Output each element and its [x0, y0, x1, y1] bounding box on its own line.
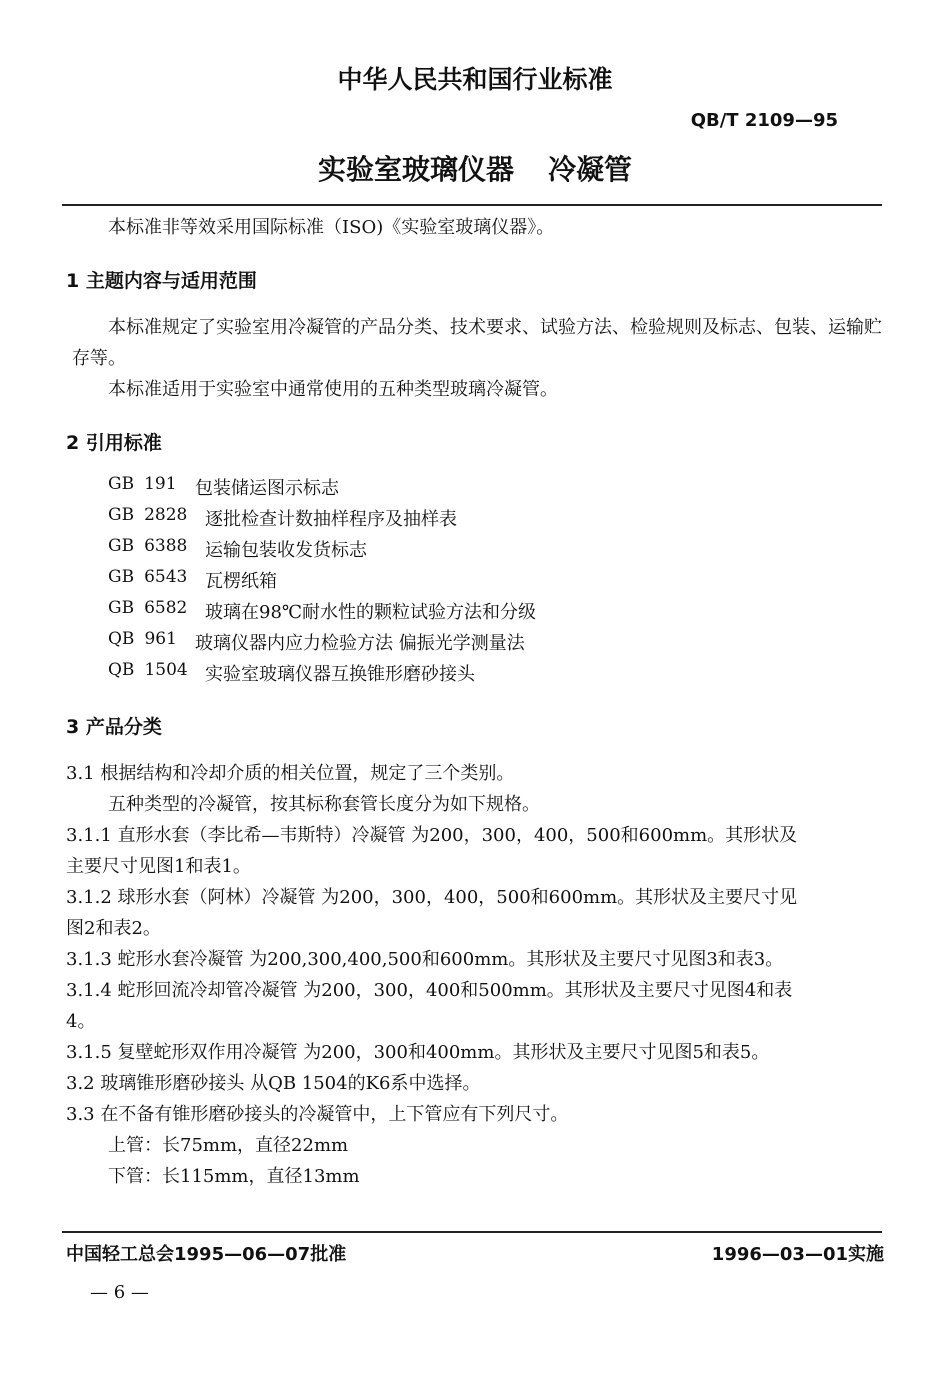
ref-row: GB 6543	[108, 567, 188, 587]
clause-3-1-5: 3.1.5 复壁蛇形双作用冷凝管 为200，300和400mm。其形状及主要尺寸见图5和表5。	[66, 1042, 770, 1063]
title-rule	[62, 204, 882, 206]
clause-3-1-sub: 五种类型的冷凝管，按其标称套管长度分为如下规格。	[108, 794, 540, 815]
ref-title: 逐批检查计数抽样程序及抽样表	[205, 509, 457, 530]
ref-row: GB 6582	[108, 598, 188, 618]
ref-title: 瓦楞纸箱	[205, 571, 277, 592]
clause-3-1-4: 3.1.4 蛇形回流冷却管冷凝管 为200，300，400和500mm。其形状及主要尺寸见图4和表	[66, 980, 793, 1001]
section-3-heading: 3 产品分类	[66, 716, 162, 738]
clause-3-1-4-cont: 4。	[66, 1011, 96, 1032]
clause-3-1-3: 3.1.3 蛇形水套冷凝管 为200,300,400,500和600mm。其形状及主要尺寸见图3和表3。	[66, 949, 784, 970]
clause-3-1: 3.1 根据结构和冷却介质的相关位置，规定了三个类别。	[66, 763, 515, 784]
clause-3-1-1-cont: 主要尺寸见图1和表1。	[66, 856, 251, 877]
footer-rule	[62, 1231, 882, 1233]
ref-title: 包装储运图示标志	[195, 478, 339, 499]
section-2-heading: 2 引用标准	[66, 432, 162, 454]
effective-date: 1996—03—01实施	[711, 1244, 884, 1265]
upper-tube-spec: 上管：长75mm，直径22mm	[108, 1135, 349, 1156]
ref-row: GB 2828	[108, 505, 188, 525]
clause-3-1-1: 3.1.1 直形水套（李比希—韦斯特）冷凝管 为200，300，400，500和600mm。其形状及	[66, 825, 798, 846]
clause-3-2: 3.2 玻璃锥形磨砂接头 从QB 1504的K6系中选择。	[66, 1073, 481, 1094]
ref-row: GB 191	[108, 474, 177, 494]
clause-3-3: 3.3 在不备有锥形磨砂接头的冷凝管中，上下管应有下列尺寸。	[66, 1104, 569, 1125]
ref-title: 运输包装收发货标志	[205, 540, 367, 561]
organization-header: 中华人民共和国行业标准	[337, 65, 613, 94]
section-1-para-1: 本标准规定了实验室用冷凝管的产品分类、技术要求、试验方法、检验规则及标志、包装、运输贮存等。	[72, 317, 882, 369]
ref-row: QB 961	[108, 629, 177, 649]
ref-row: QB 1504	[108, 660, 188, 680]
standard-code: QB/T 2109—95	[690, 110, 838, 131]
clause-3-1-2: 3.1.2 球形水套（阿林）冷凝管 为200，300，400，500和600mm。其形状及主要尺寸见	[66, 887, 798, 908]
section-1-para-2: 本标准适用于实验室中通常使用的五种类型玻璃冷凝管。	[108, 379, 558, 400]
ref-row: GB 6388	[108, 536, 188, 556]
page-number: — 6 —	[90, 1282, 149, 1303]
ref-title: 玻璃仪器内应力检验方法 偏振光学测量法	[195, 633, 525, 654]
approval-date: 中国轻工总会1995—06—07批准	[66, 1244, 347, 1265]
clause-3-1-2-cont: 图2和表2。	[66, 918, 161, 939]
lower-tube-spec: 下管：长115mm，直径13mm	[108, 1166, 360, 1187]
intro-text: 本标准非等效采用国际标准（ISO)《实验室玻璃仪器》。	[108, 217, 555, 238]
ref-title: 实验室玻璃仪器互换锥形磨砂接头	[205, 664, 475, 685]
document-title	[0, 148, 950, 188]
title-part-1: 实验室玻璃仪器	[317, 153, 514, 186]
title-part-2: 冷凝管	[548, 153, 633, 186]
section-1-heading: 1 主题内容与适用范围	[66, 270, 257, 292]
ref-title: 玻璃在98℃耐水性的颗粒试验方法和分级	[205, 602, 537, 623]
